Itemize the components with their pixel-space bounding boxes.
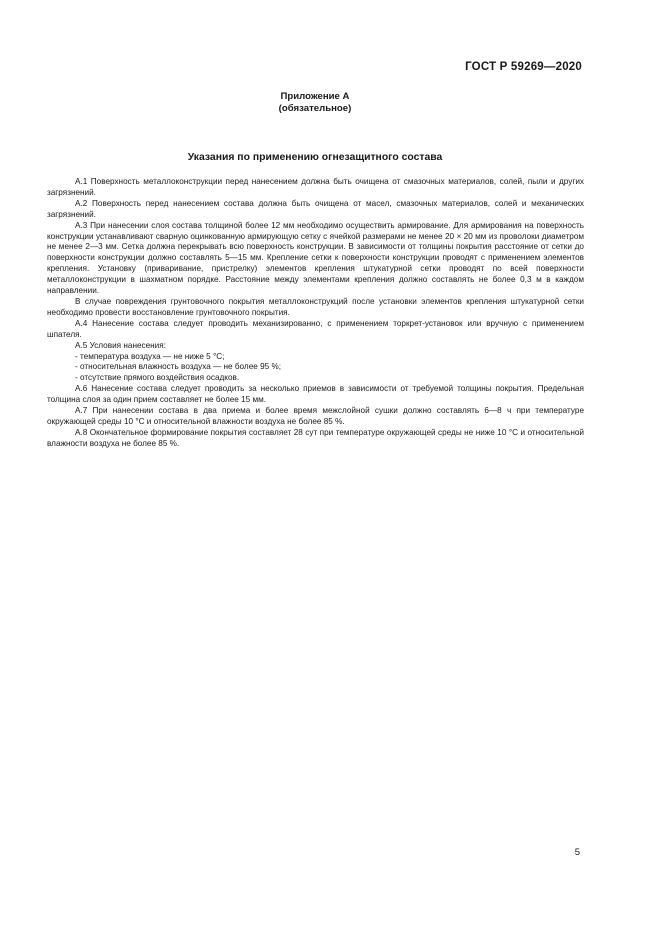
appendix-title: Приложение А (280, 91, 350, 102)
condition-item: - относительная влажность воздуха — не более 95 %; (75, 362, 282, 372)
standard-code-header: ГОСТ Р 59269—2020 (465, 61, 582, 73)
section-title: Указания по применению огнезащитного состава (187, 152, 443, 163)
body-text (47, 177, 584, 450)
paragraph-a8: А.8 Окончательное формирование покрытия составляет 28 сут при температуре окружающей среды не ниже 10 °С и относительной влажности воздуха не более 85 %. (47, 427, 584, 448)
paragraph-a3-continued: В случае повреждения грунтовочного покрытия металлоконструкций после установки элементов крепления штукатурной сетки необходимо провести восстановление грунтовочного покрытия. (47, 296, 584, 317)
paragraph-a5: А.5 Условия нанесения: (75, 340, 166, 350)
condition-item: - температура воздуха — не ниже 5 °С; (75, 351, 225, 361)
page-number: 5 (574, 847, 580, 858)
paragraph-a2: А.2 Поверхность перед нанесением состава должна быть очищена от масел, смазочных материалов, солей и механических загрязнений. (47, 198, 584, 219)
paragraph-a6: А.6 Нанесение состава следует проводить за несколько приемов в зависимости от требуемой толщины покрытия. Предельная толщина слоя за один прием составляет не более 15 мм. (47, 384, 584, 405)
paragraph-a1: А.1 Поверхность металлоконструкции перед нанесением должна быть очищена от смазочных материалов, солей, пыли и других загрязнений. (47, 177, 584, 197)
paragraph-a4: А.4 Нанесение состава следует проводить механизированно, с применением торкрет-установок или вручную с применением шпателя. (47, 318, 584, 339)
paragraph-a7: А.7 При нанесении состава в два приема и более время межслойной сушки должно составлять 6—8 ч при температуре окружающей среды 10 °С и относительной влажности воздуха не более 85 %. (47, 406, 584, 426)
paragraph-a3: А.3 При нанесении слоя состава толщиной более 12 мм необходимо осуществить армирование. Для армирования на поверхность конструкции устанавливают сварную оцинкованную армирующую сетку с ячейкой размерами не менее 20 × 20 мм из проволоки диаметром не менее 2—3 мм. Сетка должна перекрывать всю поверхность конструкции. В зависимости от толщины покрытия расстояние от сетки до поверхности конструкции должно составлять 5—15 мм. Крепление сетки к поверхности конструкции проводят с применением элементов крепления. Установку (приваривание, пристрелку) элементов крепления штукатурной сетки проводят по всей поверхности металлоконструкции в шахматном порядке. Расстояние между элементами крепления должно составлять не более 0,3 м в каждом направлении. (47, 220, 584, 296)
appendix-subtitle: (обязательное) (278, 103, 352, 114)
appendix-heading (0, 91, 630, 115)
condition-item: - отсутствие прямого воздействия осадков. (75, 373, 240, 383)
